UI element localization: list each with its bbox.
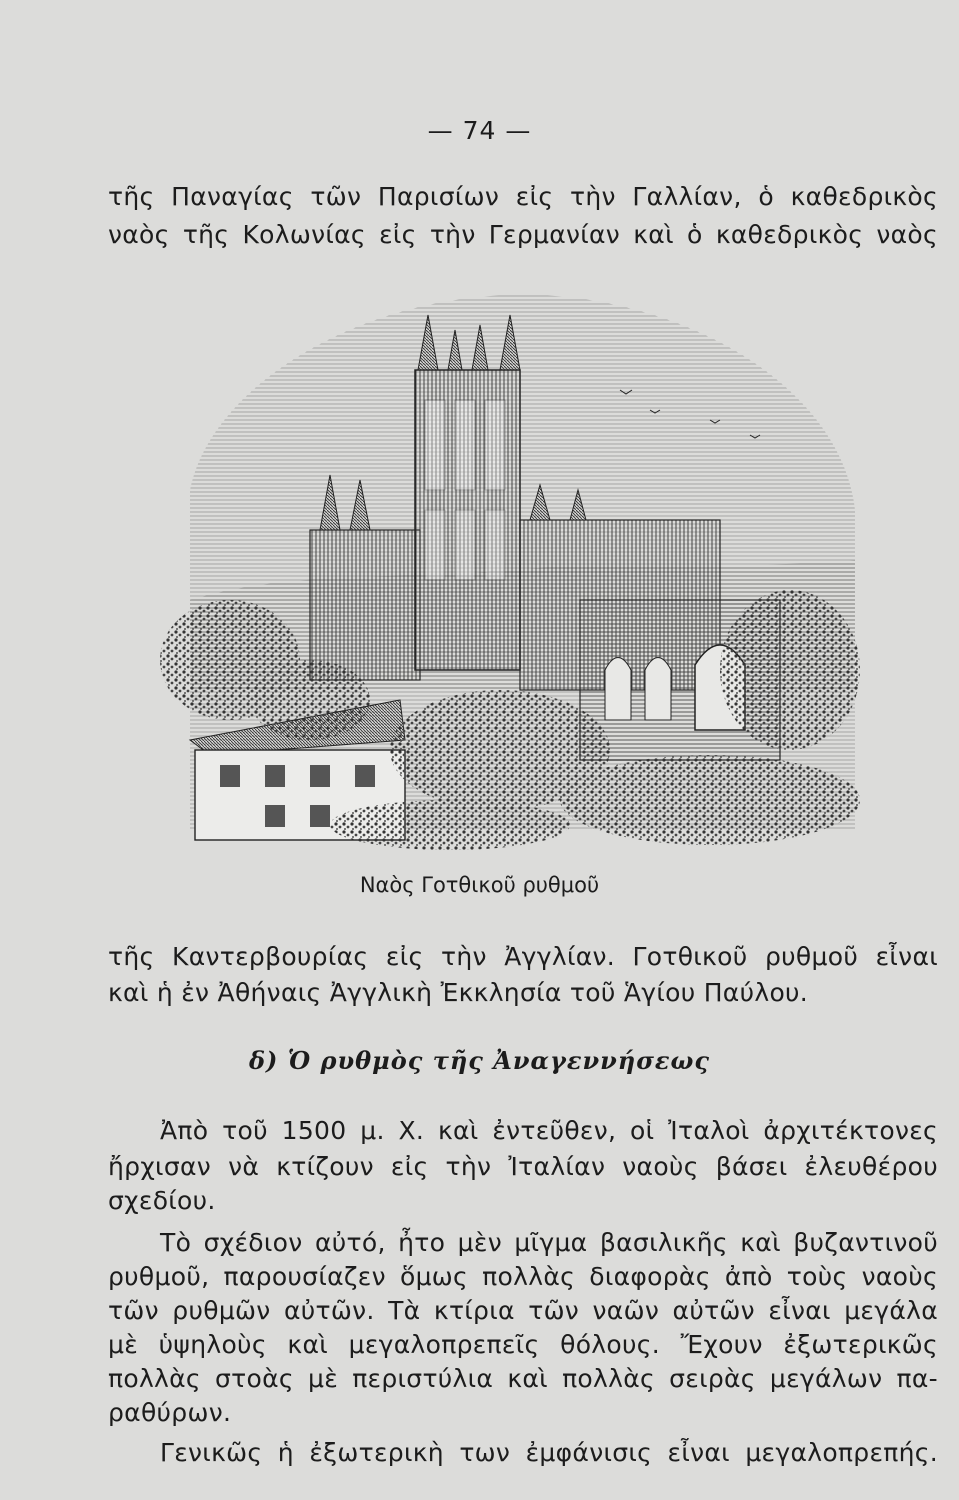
paragraph-line: Τὸ σχέδιον αὐτό, ἦτο μὲν μῖγμα βασιλικῆς καὶ βυζαντινοῦ [160,1228,938,1257]
paragraph-line: ρυθμοῦ, παρουσίαζεν ὅμως πολλὰς διαφορὰς ἀπὸ τοὺς ναοὺς [108,1262,938,1291]
paragraph-line: τῶν ρυθμῶν αὐτῶν. Τὰ κτίρια τῶν ναῶν αὐτῶν εἶναι μεγάλα [108,1296,938,1325]
paragraph-line: ραθύρων. [108,1398,232,1427]
cathedral-illustration [150,270,870,860]
figure-caption: Ναὸς Γοτθικοῦ ρυθμοῦ [359,873,600,897]
paragraph-line: Γενικῶς ἡ ἐξωτερικὴ των ἐμφάνισις εἶναι μεγαλοπρεπής. [160,1438,938,1467]
paragraph-line: τῆς Παναγίας τῶν Παρισίων εἰς τὴν Γαλλίαν, ὁ καθεδρικὸς [108,182,938,211]
page-number: — 74 — [427,116,532,145]
paragraph-line: μὲ ὑψηλοὺς καὶ μεγαλοπρεπεῖς θόλους. Ἔχουν ἐξωτερικῶς [108,1330,938,1359]
paragraph-line: σχεδίου. [108,1186,216,1215]
paragraph-line: πολλὰς στοὰς μὲ περιστύλια καὶ πολλὰς σειρὰς μεγάλων πα- [108,1364,938,1393]
paragraph-line: τῆς Καντερβουρίας εἰς τὴν Ἀγγλίαν. Γοτθικοῦ ρυθμοῦ εἶναι [108,942,938,971]
paragraph-line: ἤρχισαν νὰ κτίζουν εἰς τὴν Ἰταλίαν ναοὺς βάσει ἐλευθέρου [108,1152,938,1181]
section-heading: δ) Ὁ ρυθμὸς τῆς Ἀναγεννήσεως [249,1046,710,1075]
paragraph-line: καὶ ἡ ἐν Ἀθήναις Ἀγγλικὴ Ἐκκλησία τοῦ Ἁγίου Παύλου. [108,978,809,1007]
paragraph-line: ναὸς τῆς Κολωνίας εἰς τὴν Γερμανίαν καὶ ὁ καθεδρικὸς ναὸς [108,220,938,249]
paragraph-line: Ἀπὸ τοῦ 1500 μ. Χ. καὶ ἐντεῦθεν, οἱ Ἰταλοὶ ἀρχιτέκτονες [160,1116,938,1145]
